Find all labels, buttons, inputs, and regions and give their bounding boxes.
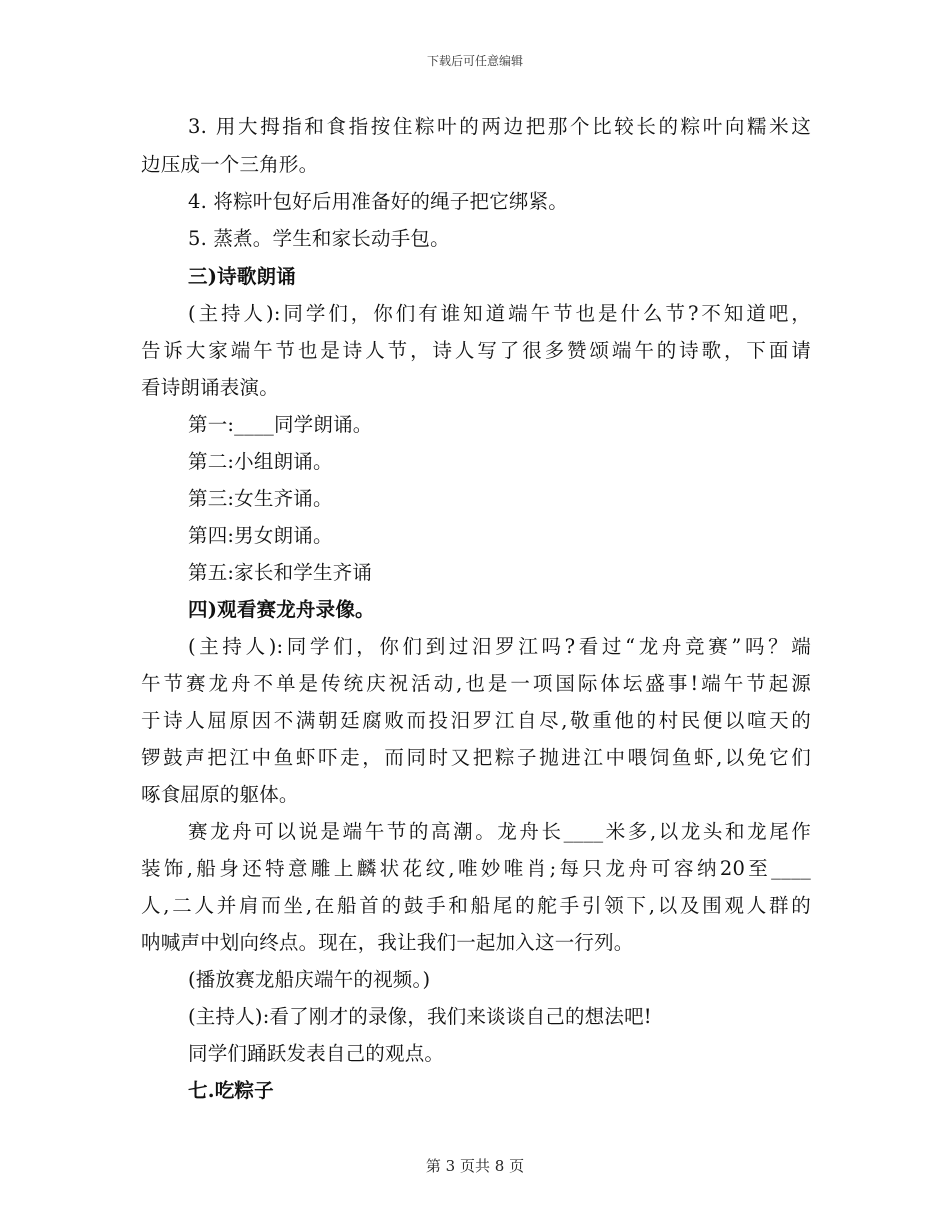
section-heading-dragon-boat: 四)观看赛龙舟录像。: [188, 598, 375, 621]
step-3-line-2: 边压成一个三角形。: [141, 153, 319, 176]
host-dragon-line-3: 于诗人屈原因不满朝廷腐败而投汨罗江自尽,敬重他的村民便以喧天的: [141, 709, 811, 732]
host-dragon-line-5: 啄食屈原的躯体。: [141, 783, 299, 806]
page-header: 下载后可任意编辑: [426, 54, 523, 68]
host-dragon-line-4: 锣鼓声把江中鱼虾吓走，而同时又把粽子抛进江中喂饲鱼虾,以免它们: [141, 746, 811, 769]
recital-item-2: 第二:小组朗诵。: [188, 450, 333, 473]
dragon-race-line-2: 装饰,船身还特意雕上麟状花纹,唯妙唯肖;每只龙舟可容纳20至____: [141, 857, 811, 880]
dragon-race-line-1: 赛龙舟可以说是端午节的高潮。龙舟长____米多,以龙头和龙尾作: [188, 820, 811, 843]
step-5: 5. 蒸煮。学生和家长动手包。: [188, 227, 450, 250]
host-dragon-line-2: 午节赛龙舟不单是传统庆祝活动,也是一项国际体坛盛事!端午节起源: [141, 672, 811, 695]
host-poetry-line-1: (主持人):同学们，你们有谁知道端午节也是什么节?不知道吧，: [188, 302, 811, 325]
host-dragon-line-1: (主持人):同学们，你们到过汨罗江吗?看过“龙舟竞赛”吗？端: [188, 635, 811, 658]
dragon-race-line-4: 呐喊声中划向终点。现在，我让我们一起加入这一行列。: [141, 931, 634, 954]
video-note: (播放赛龙船庆端午的视频。): [188, 968, 431, 991]
recital-item-4: 第四:男女朗诵。: [188, 524, 333, 547]
recital-item-1: 第一:____同学朗诵。: [188, 413, 373, 436]
recital-item-5: 第五:家长和学生齐诵: [188, 561, 373, 584]
section-heading-zongzi: 七.吃粽子: [188, 1079, 274, 1102]
students-discussion: 同学们踊跃发表自己的观点。: [188, 1042, 445, 1065]
host-discussion: (主持人):看了刚才的录像，我们来谈谈自己的想法吧!: [188, 1005, 652, 1028]
host-poetry-line-3: 看诗朗诵表演。: [141, 376, 279, 399]
host-poetry-line-2: 告诉大家端午节也是诗人节，诗人写了很多赞颂端午的诗歌，下面请: [141, 339, 811, 362]
step-4: 4. 将粽叶包好后用准备好的绳子把它绑紧。: [188, 190, 569, 213]
section-heading-poetry: 三)诗歌朗诵: [188, 265, 296, 288]
page-footer: 第 3 页共 8 页: [425, 1157, 525, 1175]
recital-item-3: 第三:女生齐诵。: [188, 487, 333, 510]
step-3-line-1: 3. 用大拇指和食指按住粽叶的两边把那个比较长的粽叶向糯米这: [188, 115, 811, 138]
dragon-race-line-3: 人,二人并肩而坐,在船首的鼓手和船尾的舵手引领下,以及围观人群的: [141, 894, 811, 917]
